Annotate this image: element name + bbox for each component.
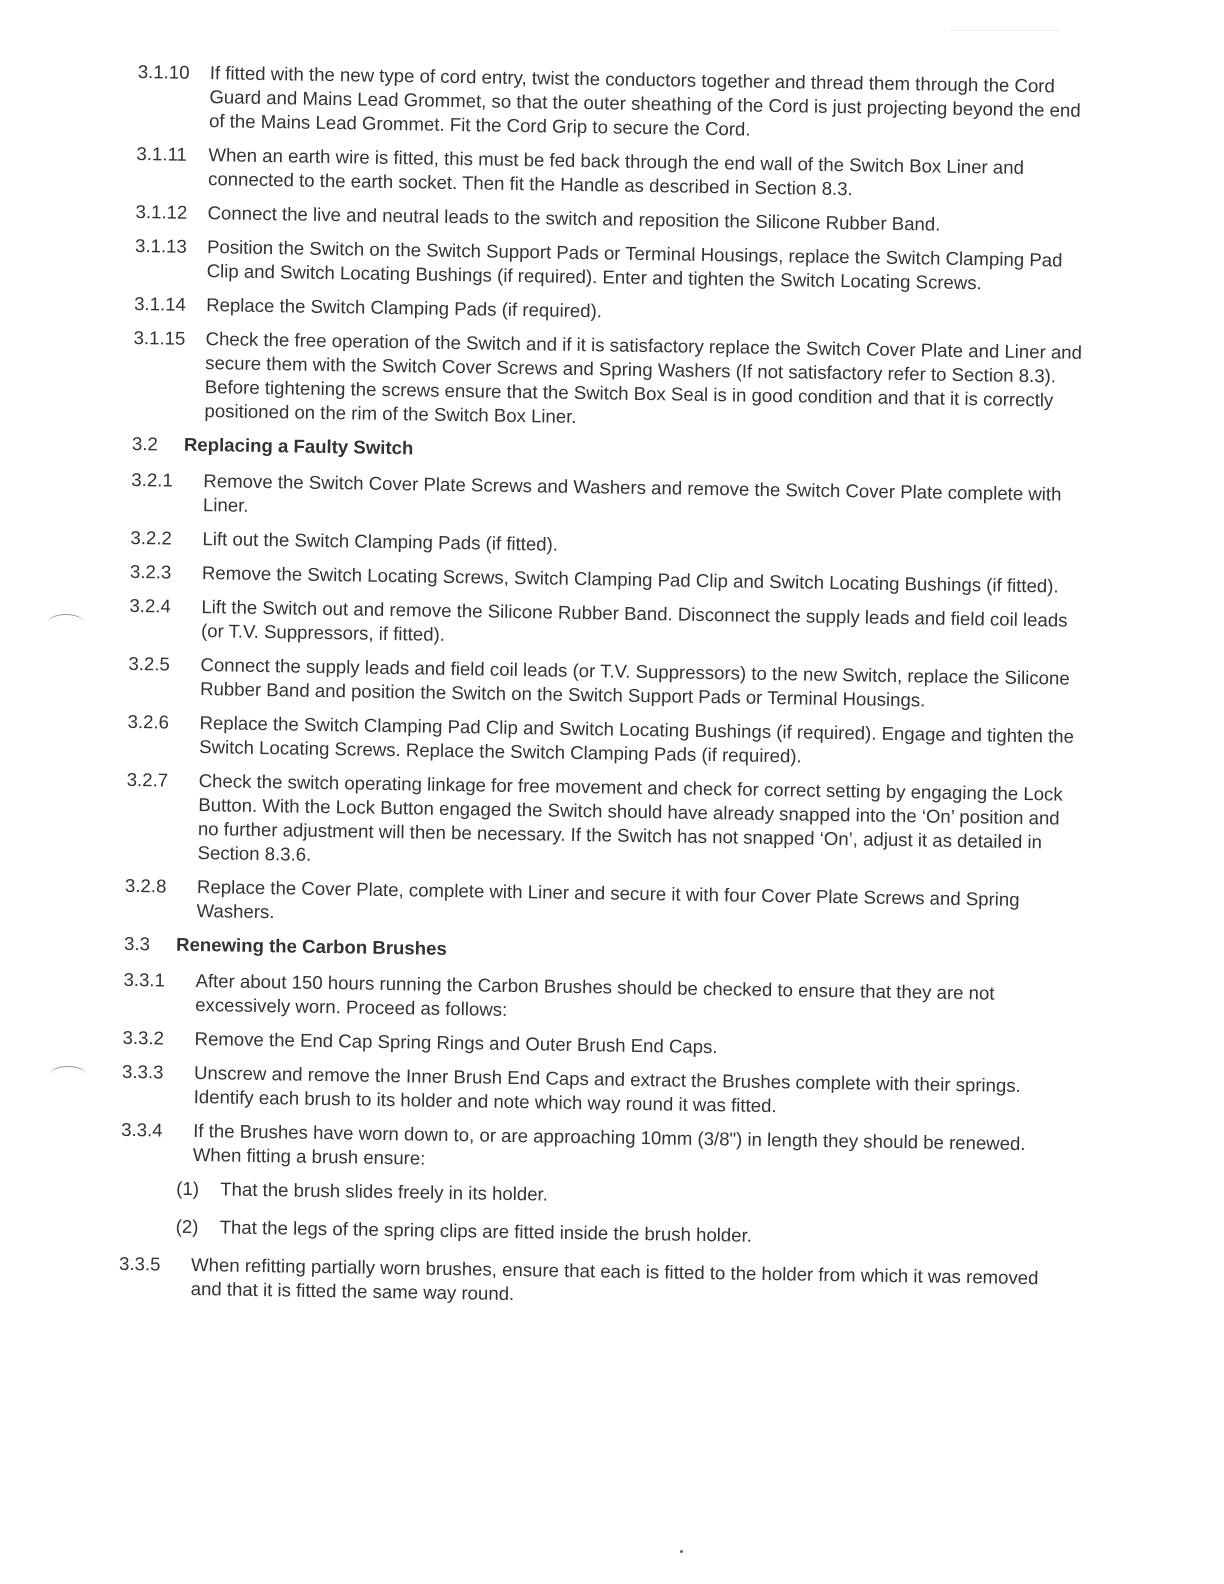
item-text: Position the Switch on the Switch Support Pads or Terminal Housings, replace the Switch Clamping Pad Clip and Switch Locating Bushings (if required). Enter and tighten the Switch Locating Screws. bbox=[206, 236, 1063, 294]
list-item bbox=[131, 468, 1082, 531]
list-item bbox=[119, 1252, 1070, 1315]
item-number: 3.3.3 bbox=[121, 1060, 164, 1083]
list-item bbox=[137, 60, 1088, 147]
list-item bbox=[132, 326, 1083, 437]
item-number: 3.1.11 bbox=[136, 142, 188, 165]
item-text: Lift the Switch out and remove the Silicone Rubber Band. Disconnect the supply leads and field coil leads (or T.V. Suppressors, if fitted). bbox=[200, 596, 1068, 645]
list-item bbox=[129, 594, 1080, 657]
list-item bbox=[135, 234, 1086, 297]
punch-hole-mark bbox=[50, 1066, 86, 1083]
item-number: 3.3.2 bbox=[122, 1026, 165, 1049]
item-text: When an earth wire is fitted, this must be fed back through the end wall of the Switch Box Liner and connected to the earth socket. Then fit the Handle as described in Section 8.3. bbox=[207, 144, 1025, 200]
document-body bbox=[118, 60, 1088, 1325]
sub-item-number: (1) bbox=[176, 1177, 200, 1200]
item-text: Connect the live and neutral leads to the switch and reposition the Silicone Rubber Band. bbox=[207, 202, 941, 235]
section-title: Replacing a Faulty Switch bbox=[183, 433, 414, 459]
item-text: Replace the Cover Plate, complete with Liner and secure it with four Cover Plate Screws and Spring Washers. bbox=[196, 876, 1020, 923]
sub-item-text: That the legs of the spring clips are fitted inside the brush holder. bbox=[219, 1216, 753, 1246]
item-text: Check the switch operating linkage for free movement and check for correct setting by engaging the Lock Button. With the Lock Button engaged the Switch should have already snapped into the ‘On’ position and no further adjustment will then be necessary. If the Switch has not snapped ‘On’, adjust it as detailed in Section 8.3.6. bbox=[197, 770, 1063, 865]
item-text: Lift out the Switch Clamping Pads (if fitted). bbox=[202, 528, 559, 555]
item-number: 3.2.6 bbox=[127, 710, 170, 733]
section-title: Renewing the Carbon Brushes bbox=[175, 933, 447, 959]
item-number: 3.1.12 bbox=[135, 200, 188, 223]
list-item bbox=[125, 768, 1076, 879]
list-item bbox=[134, 292, 1084, 331]
section-heading bbox=[132, 432, 1082, 471]
item-number: 3.3.5 bbox=[118, 1252, 161, 1275]
item-text: When refitting partially worn brushes, ensure that each is fitted to the holder from which it was removed and that it is fitted the same way round. bbox=[190, 1253, 1039, 1305]
item-text: Connect the supply leads and field coil leads (or T.V. Suppressors) to the new Switch, replace the Silicone Rubber Band and position the Switch on the Switch Support Pads or Terminal Housings. bbox=[199, 654, 1070, 711]
list-item bbox=[124, 874, 1075, 937]
list-item bbox=[122, 1026, 1072, 1065]
item-number: 3.2.2 bbox=[130, 526, 173, 549]
item-text: Remove the Switch Cover Plate Screws and Washers and remove the Switch Cover Plate complete with Liner. bbox=[202, 470, 1062, 516]
item-text: If the Brushes have worn down to, or are approaching 10mm (3/8") in length they should be renewed. When fitting a brush ensure: bbox=[192, 1120, 1026, 1169]
list-item bbox=[130, 526, 1080, 565]
item-number: 3.2.7 bbox=[126, 768, 169, 791]
list-item bbox=[122, 1060, 1073, 1123]
item-text: Replace the Switch Clamping Pad Clip and Switch Locating Bushings (if required). Engage and tighten the Switch Locating Screws. Replace the Switch Clamping Pads (if required). bbox=[199, 712, 1075, 767]
item-number: 3.1.15 bbox=[133, 326, 186, 349]
sub-list-item bbox=[176, 1177, 1070, 1215]
item-number: 3.3.4 bbox=[121, 1118, 163, 1141]
scan-speck bbox=[680, 1550, 683, 1553]
item-text: Unscrew and remove the Inner Brush End Caps and extract the Brushes complete with their springs. Identify each brush to its holder and note which way round it was fitted. bbox=[193, 1062, 1021, 1117]
list-item bbox=[121, 1118, 1072, 1181]
item-number: 3.2.3 bbox=[129, 560, 172, 583]
section-heading bbox=[124, 932, 1074, 971]
sub-item-text: That the brush slides freely in its holder. bbox=[220, 1178, 549, 1205]
list-item bbox=[128, 652, 1079, 715]
item-number: 3.2.4 bbox=[129, 594, 171, 617]
sub-list-item bbox=[175, 1215, 1069, 1253]
item-number: 3.3.1 bbox=[123, 968, 166, 991]
item-number: 3.1.14 bbox=[134, 292, 187, 315]
item-text: Remove the Switch Locating Screws, Switch Clamping Pad Clip and Switch Locating Bushings (if fitted). bbox=[201, 562, 1059, 597]
list-item bbox=[136, 142, 1087, 205]
sub-item-number: (2) bbox=[175, 1215, 199, 1238]
item-number: 3.2.5 bbox=[128, 652, 171, 675]
item-number: 3.1.10 bbox=[137, 60, 190, 83]
list-item bbox=[135, 200, 1085, 239]
list-item bbox=[130, 560, 1080, 599]
item-text: Replace the Switch Clamping Pads (if required). bbox=[206, 294, 603, 322]
section-number: 3.2 bbox=[131, 432, 158, 455]
item-number: 3.2.1 bbox=[131, 468, 173, 491]
item-text: Remove the End Cap Spring Rings and Outer Brush End Caps. bbox=[194, 1028, 718, 1058]
item-number: 3.2.8 bbox=[124, 874, 167, 897]
item-text: If fitted with the new type of cord entry, twist the conductors together and thread them through the Cord Guard and Mains Lead Grommet, so that the outer sheathing of the Cord is just projecting beyond the end of the Mains Lead Grommet. Fit the Cord Grip to secure the Cord. bbox=[208, 62, 1081, 140]
list-item bbox=[127, 710, 1078, 773]
item-number: 3.1.13 bbox=[134, 234, 187, 257]
punch-hole-mark bbox=[48, 614, 84, 631]
item-text: Check the free operation of the Switch and if it is satisfactory replace the Switch Cover Plate and Liner and secure them with the Switch Cover Screws and Spring Washers (If not satisfactory refer to Section 8.3). Before tightening the screws ensure that the Switch Box Seal is in good condition and that it is correctly positioned on the rim of the Switch Box Liner. bbox=[204, 328, 1083, 427]
section-number: 3.3 bbox=[123, 932, 151, 955]
scan-artifact-line bbox=[950, 30, 1060, 31]
list-item bbox=[123, 968, 1074, 1031]
item-text: After about 150 hours running the Carbon Brushes should be checked to ensure that they are not excessively worn. Proceed as follows: bbox=[195, 970, 995, 1020]
